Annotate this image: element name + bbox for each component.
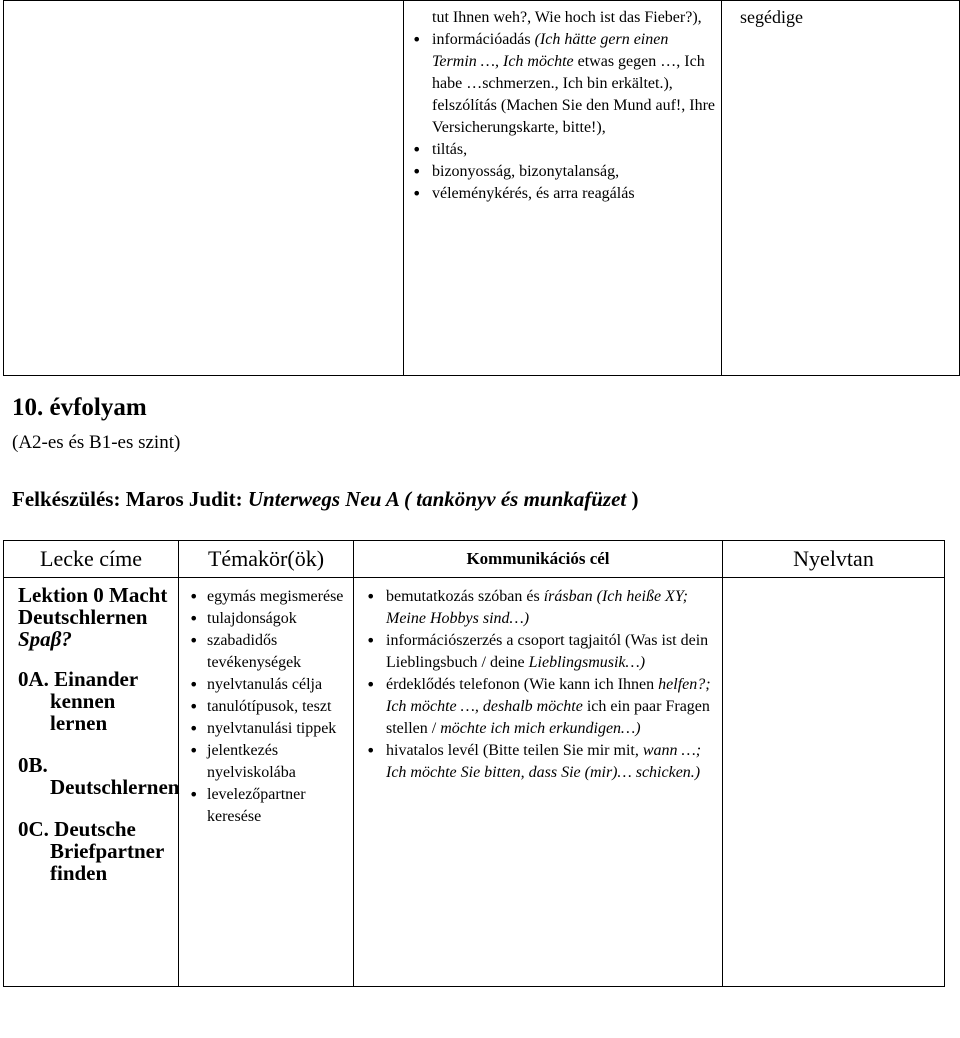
lesson-title-italic: Spaβ? — [18, 627, 72, 651]
text-segment: (Wie kann ich Ihnen — [523, 676, 659, 693]
lesson-sub-0b: 0B. Deutschlernen — [18, 753, 180, 799]
text-segment: (Was ist dein Lieblingsbuch / deine — [386, 632, 709, 671]
communication-item — [410, 183, 717, 205]
topic-item: • levelezőpartner keresése — [187, 784, 349, 828]
topic-item: • jelentkezés nyelviskolába — [187, 740, 349, 784]
topic-item: • tanulótípusok, teszt — [187, 696, 349, 718]
text-segment: ich ein paar Fragen stellen / — [386, 698, 710, 737]
header-grammar: Nyelvtan — [723, 541, 945, 578]
communication-goal-list — [364, 586, 718, 784]
lesson-sub-0c: 0C. Deutsche Briefpartner finden — [18, 817, 164, 885]
prep-label: Felkészülés: Maros Judit: — [12, 487, 248, 511]
header-lesson-title: Lecke címe — [4, 541, 179, 578]
communication-goal-item — [364, 740, 718, 784]
header-topics: Témakör(ök) — [179, 541, 354, 578]
previous-grade-table — [3, 0, 960, 376]
text-segment: möchte ich mich erkundigen…) — [440, 720, 641, 737]
communication-item — [410, 29, 717, 139]
text-segment: (Ich hätte gern einen Termin …, Ich möchte — [432, 31, 669, 70]
topic-item: • egymás megismerése — [187, 586, 349, 608]
text-segment: tiltás, — [432, 141, 468, 158]
topic-item: • szabadidős tevékenységek — [187, 630, 349, 674]
top-communication-cell — [404, 1, 722, 376]
topics-list — [187, 586, 349, 828]
prep-end: ) — [631, 487, 639, 511]
communication-item — [410, 7, 717, 29]
topics-cell — [179, 578, 354, 987]
lesson-cell — [4, 578, 179, 987]
text-segment: wann …; Ich möchte Sie bitten, dass Sie (mir)… schicken.) — [386, 742, 702, 781]
communication-item — [410, 139, 717, 161]
lesson-title — [18, 584, 176, 650]
text-segment: hivatalos levél — [386, 742, 483, 759]
curriculum-table — [3, 540, 945, 987]
text-segment: információadás — [432, 31, 535, 48]
text-segment: helfen?; Ich möchte …, deshalb möchte — [386, 676, 711, 715]
lesson-title-main: Lektion 0 Macht Deutschlernen — [18, 583, 168, 629]
topic-item: • nyelvtanulás célja — [187, 674, 349, 696]
text-segment: (Bitte teilen Sie mir mit, — [482, 742, 643, 759]
communication-goal-item — [364, 674, 718, 740]
text-segment: tut Ihnen weh?, Wie hoch ist das Fieber?), — [432, 9, 702, 26]
topic-item: • nyelvtanulási tippek — [187, 718, 349, 740]
topic-item: • tulajdonságok — [187, 608, 349, 630]
text-segment: etwas gegen …, Ich habe …schmerzen., Ich bin erkältet.), felszólítás (Machen Sie den Mund auf!, Ihre Versicherungskarte, bitte!), — [432, 53, 716, 136]
communication-goal-cell — [354, 578, 723, 987]
top-grammar-cell — [722, 1, 960, 376]
communication-goal-item — [364, 586, 718, 630]
prep-book: Unterwegs Neu A ( tankönyv és munkafüzet — [247, 487, 632, 511]
communication-item — [410, 161, 717, 183]
text-segment: Lieblingsmusik…) — [528, 654, 646, 671]
top-communication-list — [410, 7, 717, 205]
text-segment: bemutatkozás szóban és — [386, 588, 544, 605]
top-lesson-cell — [4, 1, 404, 376]
communication-goal-item — [364, 630, 718, 674]
header-communication-goal: Kommunikációs cél — [354, 541, 723, 578]
text-segment: érdeklődés telefonon — [386, 676, 524, 693]
top-grammar-text: segédige — [740, 7, 803, 27]
lesson-sub-0a: 0A. Einander kennen lernen — [18, 667, 138, 735]
text-segment: bizonyosság, bizonytalanság, — [432, 163, 620, 180]
grade-subtitle: (A2-es és B1-es szint) — [12, 432, 181, 453]
text-segment: információszerzés a csoport tagjaitól — [386, 632, 626, 649]
text-segment: véleménykérés, és arra reagálás — [432, 185, 635, 202]
grade-title: 10. évfolyam — [12, 394, 147, 421]
grammar-cell — [723, 578, 945, 987]
preparation-line — [12, 487, 639, 512]
text-segment: írásban (Ich heiße XY; Meine Hobbys sind…) — [386, 588, 688, 627]
